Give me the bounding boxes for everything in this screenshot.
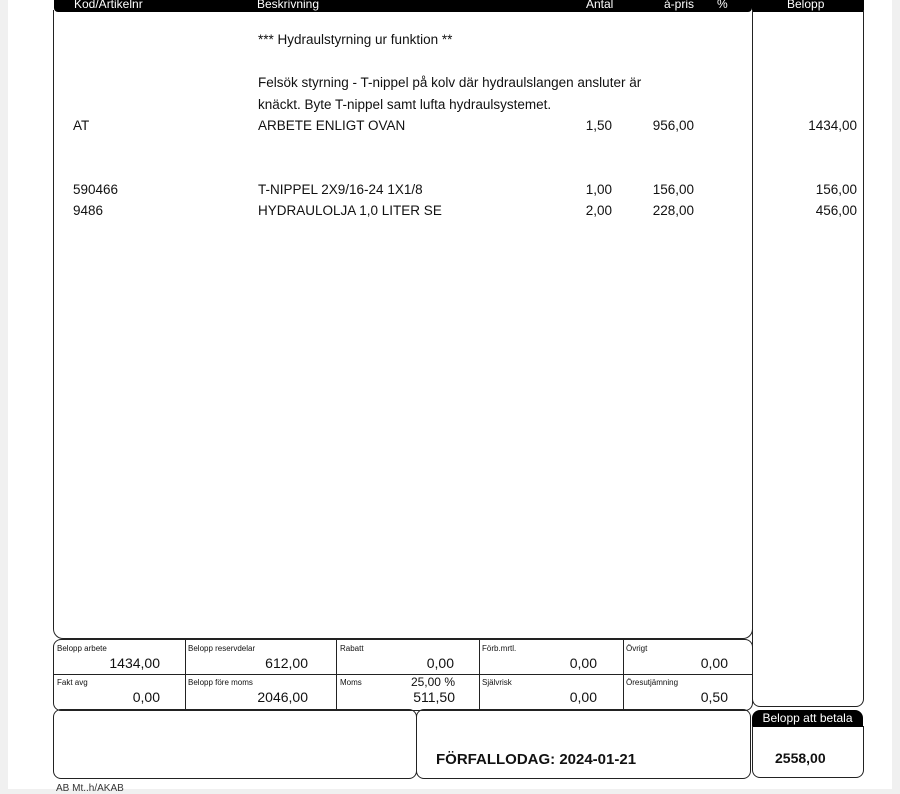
row-code: 9486 — [73, 203, 104, 218]
deductible-value: 0,00 — [569, 689, 597, 705]
due-date-text: FÖRFALLODAG: 2024-01-21 — [436, 751, 637, 768]
totals-divider — [54, 674, 752, 675]
row-unit-price: 956,00 — [652, 118, 694, 133]
other-value: 0,00 — [700, 655, 728, 671]
row-qty: 2,00 — [585, 203, 612, 218]
header-percent: % — [717, 0, 728, 11]
note-title: *** Hydraulstyrning ur funktion ** — [258, 32, 453, 47]
note-line-1: Felsök styrning - T-nippel på kolv där hydraulslangen ansluter är — [258, 75, 642, 90]
amount-to-pay-label: Belopp att betala — [752, 710, 863, 727]
row-code: 590466 — [73, 182, 119, 197]
pre-vat-value: 2046,00 — [257, 689, 308, 705]
discount-label: Rabatt — [340, 644, 364, 653]
consumables-label: Förb.mrtl. — [482, 644, 517, 653]
pre-vat-label: Belopp före moms — [188, 678, 253, 687]
row-description: HYDRAULOLJA 1,0 LITER SE — [258, 203, 442, 218]
due-date-box — [416, 709, 751, 779]
footer-fragment: AB Mt..h/AKAB — [56, 783, 124, 794]
vat-label: Moms — [340, 678, 362, 687]
row-amount: 456,00 — [815, 203, 857, 218]
row-code: AT — [73, 118, 90, 133]
totals-box — [53, 639, 753, 711]
line-items-box — [53, 10, 753, 639]
header-description: Beskrivning — [257, 0, 320, 11]
header-code: Kod/Artikelnr — [74, 0, 143, 11]
discount-value: 0,00 — [426, 655, 454, 671]
totals-divider — [479, 640, 480, 710]
row-qty: 1,50 — [585, 118, 612, 133]
row-description: T-NIPPEL 2X9/16-24 1X1/8 — [258, 182, 423, 197]
vat-percent: 25,00 % — [410, 675, 455, 689]
amount-column-box — [752, 10, 864, 707]
totals-divider — [623, 640, 624, 710]
parts-label: Belopp reservdelar — [188, 644, 256, 653]
vat-value: 511,50 — [413, 689, 455, 705]
row-unit-price: 228,00 — [652, 203, 694, 218]
labor-label: Belopp arbete — [57, 644, 107, 653]
note-line-2: knäckt. Byte T-nippel samt lufta hydraulsystemet. — [258, 97, 552, 112]
row-description: ARBETE ENLIGT OVAN — [258, 118, 406, 133]
other-label: Övrigt — [626, 644, 648, 653]
totals-divider — [185, 640, 186, 710]
row-qty: 1,00 — [585, 182, 612, 197]
invoice-fee-label: Fakt avg — [57, 678, 88, 687]
amount-to-pay-value: 2558,00 — [775, 750, 826, 766]
parts-value: 612,00 — [265, 655, 308, 671]
rounding-label: Öresutjämning — [626, 678, 679, 687]
bottom-left-box — [53, 709, 417, 779]
totals-divider — [336, 640, 337, 710]
amount-to-pay-box — [752, 726, 864, 778]
row-amount: 1434,00 — [808, 118, 857, 133]
header-unit-price: à-pris — [664, 0, 695, 11]
header-amount: Belopp — [787, 0, 825, 11]
invoice-fee-value: 0,00 — [132, 689, 160, 705]
consumables-value: 0,00 — [569, 655, 597, 671]
deductible-label: Självrisk — [482, 678, 512, 687]
row-amount: 156,00 — [815, 182, 857, 197]
row-unit-price: 156,00 — [652, 182, 694, 197]
header-qty: Antal — [586, 0, 614, 11]
labor-value: 1434,00 — [109, 655, 160, 671]
rounding-value: 0,50 — [700, 689, 728, 705]
